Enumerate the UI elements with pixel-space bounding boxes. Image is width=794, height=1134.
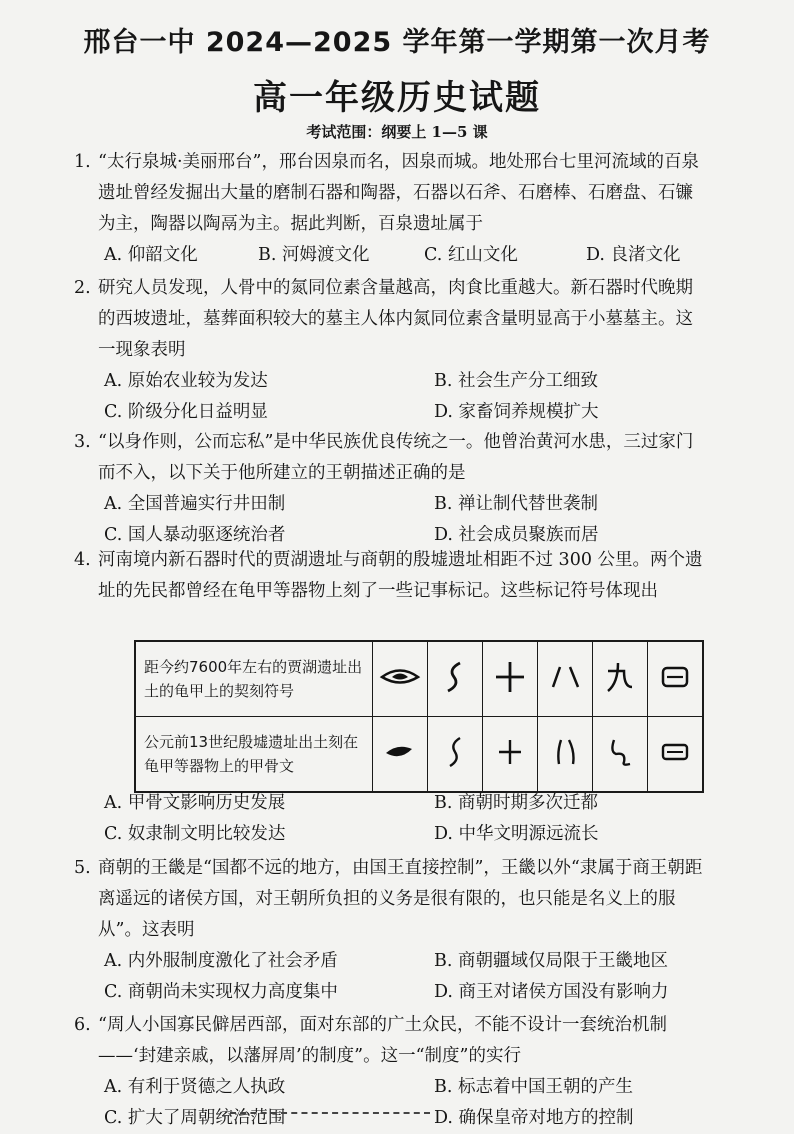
option-d[interactable]: D. 家畜饲养规模扩大 xyxy=(434,402,599,422)
ten-glyph-icon xyxy=(483,717,538,793)
question-number: 2. xyxy=(74,278,91,298)
options-row-1 xyxy=(70,1072,710,1103)
option-d[interactable]: D. 商王对诸侯方国没有影响力 xyxy=(434,982,669,1002)
option-b[interactable]: B. 商朝时期多次迁都 xyxy=(434,793,598,813)
exam-scope: 考试范围：纲要上 1—5 课 xyxy=(306,123,488,141)
options-row-2 xyxy=(70,977,710,1008)
options-row-1 xyxy=(70,788,710,819)
question-stem: “周人小国寡民僻居西部，面对东部的广土众民，不能不设计一套统治机制——‘封建亲戚，以藩屏周’的制度”。这一“制度”的实行 xyxy=(98,1015,667,1066)
option-b[interactable]: B. 标志着中国王朝的产生 xyxy=(434,1077,633,1097)
options-row-2 xyxy=(70,397,710,428)
table-row xyxy=(135,641,703,717)
ten-glyph-icon xyxy=(483,641,538,717)
option-c[interactable]: C. 阶级分化日益明显 xyxy=(104,402,268,422)
option-c[interactable]: C. 商朝尚未实现权力高度集中 xyxy=(104,982,338,1002)
option-c[interactable]: C. 扩大了周朝统治范围 xyxy=(104,1108,286,1128)
options-row-2 xyxy=(70,1103,710,1134)
question-stem: 河南境内新石器时代的贾湖遗址与商朝的殷墟遗址相距不过 300 公里。两个遗址的先民都曾经在龟甲等器物上刻了一些记事标记。这些标记符号体现出 xyxy=(98,550,703,601)
question-2 xyxy=(70,273,710,428)
sun-glyph-icon xyxy=(648,641,704,717)
option-b[interactable]: B. 社会生产分工细致 xyxy=(434,371,598,391)
option-a[interactable]: A. 有利于贤德之人执政 xyxy=(104,1077,286,1097)
option-d[interactable]: D. 确保皇帝对地方的控制 xyxy=(434,1108,634,1128)
question-number: 1. xyxy=(74,152,91,172)
question-stem: “太行泉城·美丽邢台”，邢台因泉而名，因泉而城。地处邢台七里河流域的百泉遗址曾经发掘出大量的磨制石器和陶器，石器以石斧、石磨棒、石磨盘、石镰为主，陶器以陶鬲为主。据此判断，百泉遗址属于 xyxy=(98,152,699,234)
exam-title: 邢台一中 2024—2025 学年第一学期第一次月考 xyxy=(83,27,711,58)
question-stem: “以身作则，公而忘私”是中华民族优良传统之一。他曾治黄河水患，三过家门而不入，以下关于他所建立的王朝描述正确的是 xyxy=(98,432,694,483)
options xyxy=(70,240,710,271)
question-3 xyxy=(70,427,710,551)
question-5 xyxy=(70,853,710,1008)
option-a[interactable]: A. 全国普遍实行井田制 xyxy=(104,494,286,514)
page-edge-marks xyxy=(230,1112,430,1117)
eight-glyph-icon xyxy=(538,717,593,793)
option-d[interactable]: D. 良渚文化 xyxy=(586,245,681,265)
eye-glyph-icon xyxy=(373,641,428,717)
sun-glyph-icon xyxy=(648,717,704,793)
table-row xyxy=(135,717,703,793)
options-row-2 xyxy=(70,819,710,850)
option-a[interactable]: A. 仰韶文化 xyxy=(104,245,198,265)
row-label-jiahu: 距今约7600年左右的贾湖遗址出土的龟甲上的契刻符号 xyxy=(135,641,373,717)
row-label-yinxu: 公元前13世纪殷墟遗址出土刻在龟甲等器物上的甲骨文 xyxy=(135,717,373,793)
options-row-1 xyxy=(70,366,710,397)
option-a[interactable]: A. 内外服制度激化了社会矛盾 xyxy=(104,951,338,971)
option-d[interactable]: D. 社会成员聚族而居 xyxy=(434,525,599,545)
option-c[interactable]: C. 红山文化 xyxy=(424,245,518,265)
question-number: 4. xyxy=(74,550,91,570)
option-c[interactable]: C. 奴隶制文明比较发达 xyxy=(104,824,286,844)
question-number: 6. xyxy=(74,1015,91,1035)
hook-glyph-icon xyxy=(428,717,483,793)
question-4-options xyxy=(70,788,710,850)
hook-glyph-icon xyxy=(428,641,483,717)
option-b[interactable]: B. 禅让制代替世袭制 xyxy=(434,494,598,514)
option-a[interactable]: A. 原始农业较为发达 xyxy=(104,371,268,391)
exam-subtitle: 高一年级历史试题 xyxy=(253,78,541,118)
option-b[interactable]: B. 河姆渡文化 xyxy=(258,245,370,265)
question-number: 5. xyxy=(74,858,91,878)
symbol-comparison-table xyxy=(134,640,704,793)
eye-glyph-icon xyxy=(373,717,428,793)
question-stem: 商朝的王畿是“国都不远的地方，由国王直接控制”，王畿以外“隶属于商王朝距离遥远的诸侯方国，对王朝所负担的义务是很有限的，也只能是名义上的服从”。这表明 xyxy=(98,858,703,940)
options-row-1 xyxy=(70,946,710,977)
nine-glyph-icon xyxy=(593,641,648,717)
question-number: 3. xyxy=(74,432,91,452)
options-row-1 xyxy=(70,489,710,520)
nine-glyph-icon xyxy=(593,717,648,793)
option-c[interactable]: C. 国人暴动驱逐统治者 xyxy=(104,525,286,545)
option-a[interactable]: A. 甲骨文影响历史发展 xyxy=(104,793,286,813)
question-1 xyxy=(70,147,710,271)
question-4 xyxy=(70,545,710,607)
option-b[interactable]: B. 商朝疆域仅局限于王畿地区 xyxy=(434,951,668,971)
question-stem: 研究人员发现，人骨中的氮同位素含量越高，肉食比重越大。新石器时代晚期的西坡遗址，墓葬面积较大的墓主人体内氮同位素含量明显高于小墓墓主。这一现象表明 xyxy=(98,278,693,360)
option-d[interactable]: D. 中华文明源远流长 xyxy=(434,824,599,844)
eight-glyph-icon xyxy=(538,641,593,717)
